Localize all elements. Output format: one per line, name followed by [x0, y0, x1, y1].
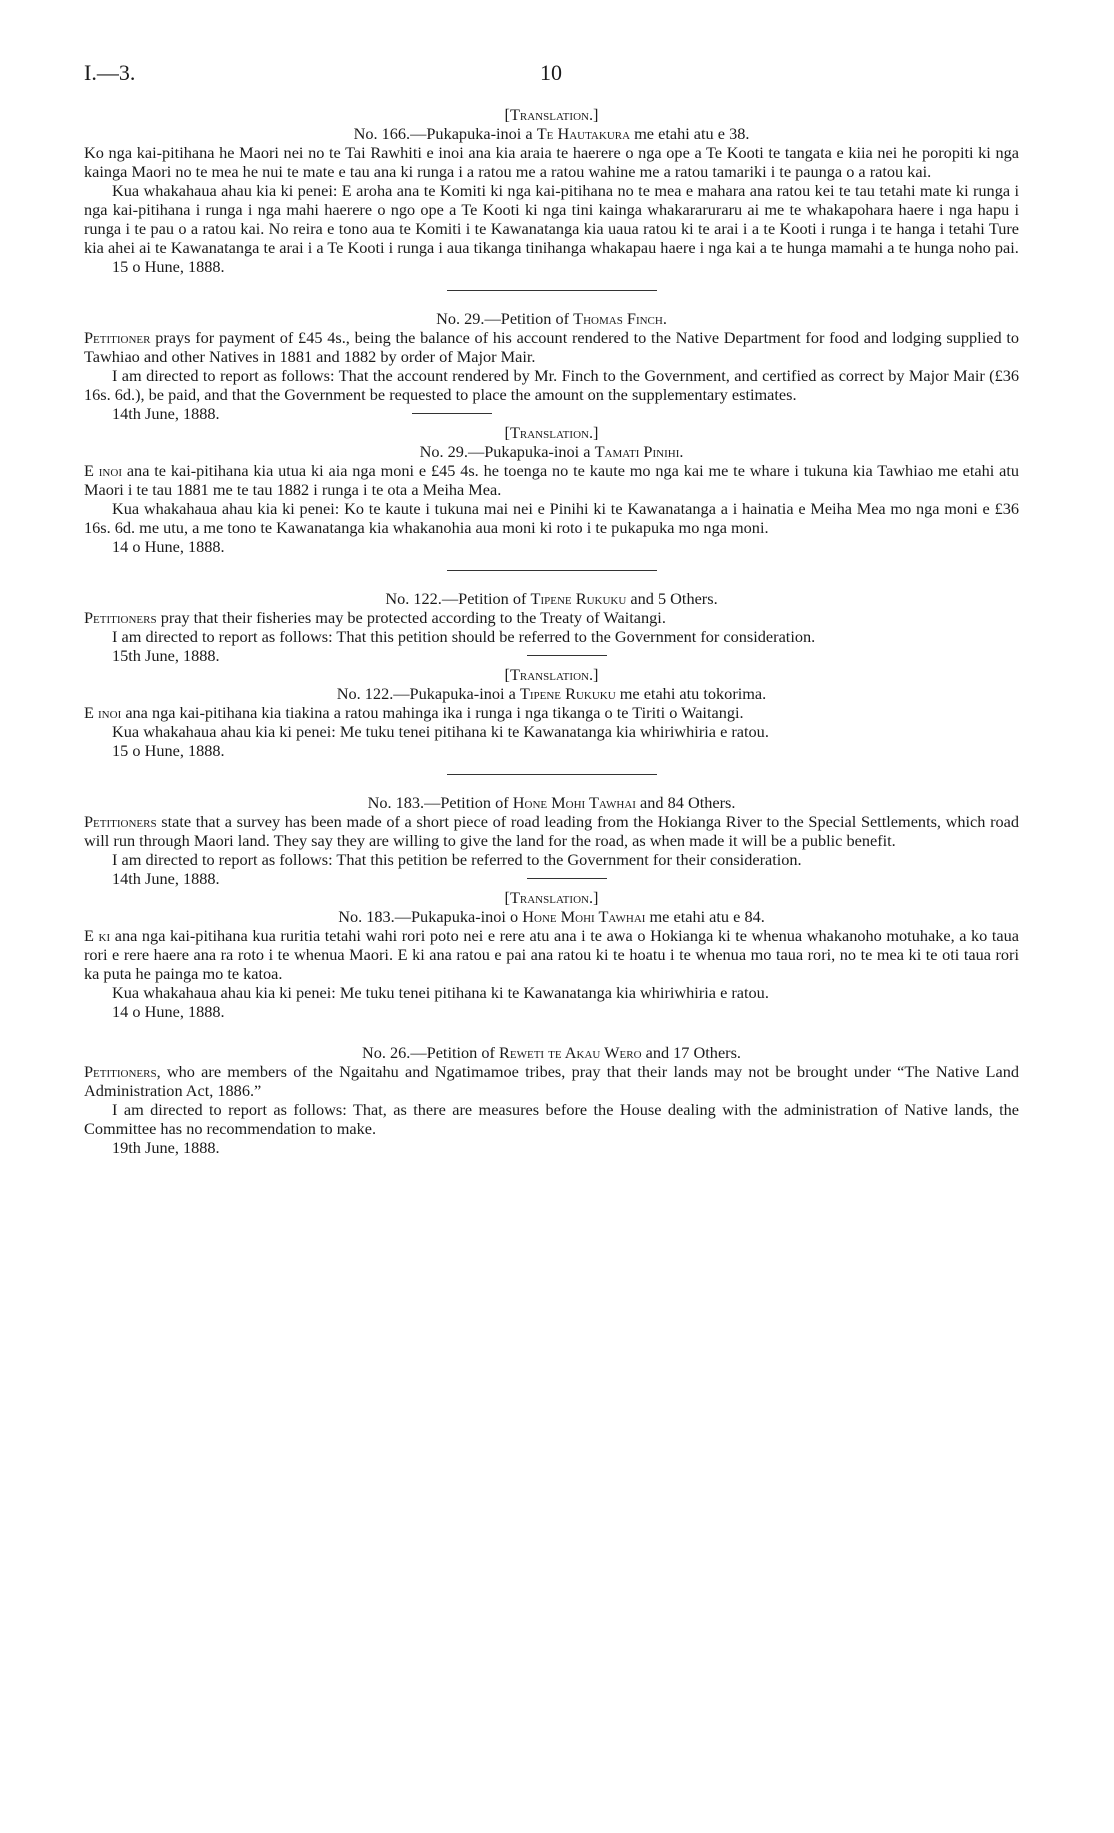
short-divider — [412, 413, 492, 414]
heading-suffix: and 5 Others. — [630, 589, 718, 608]
paragraph-text: state that a survey has been made of a short piece of road leading from the Hokianga River to the Special Settlements, which road will run through Maori land. They say they are willing to give the land for the road, as when made it will be a public benefit. — [84, 812, 1019, 850]
heading-name: Tamati Pinihi. — [594, 442, 684, 461]
translation-label: [Translation.] — [504, 105, 599, 124]
paragraph — [84, 608, 1019, 627]
section-heading — [84, 124, 1019, 143]
date: 19th June, 1888. — [112, 1138, 220, 1157]
heading-suffix: and 84 Others. — [640, 793, 736, 812]
section-petition-29 — [84, 309, 1019, 423]
date-row — [84, 869, 1019, 888]
date: 14th June, 1888. — [112, 404, 220, 423]
paragraph — [84, 328, 1019, 366]
section-divider — [447, 774, 657, 775]
date: 14 o Hune, 1888. — [112, 537, 225, 556]
paragraph-lead: Petitioner — [84, 328, 151, 347]
paragraph: Kua whakahaua ahau kia ki penei: E aroha ana te Komiti ki nga kai-pitihana no te mea e mahara ana ratou kei te tau tetahi mate ki runga i nga kai-pitihana i runga i nga mahi haerere o ngo ope a Te Kooti ki nga tini kainga whakararuraru ai me te whakapohara haere i nga hapu i runga i te pau o a ratou kai. No reira e tono aua te Komiti i te Kawanatanga kia uaua ratou ki te arai i a te Kooti i runga i te hanga i tetahi Ture kia ahei ai te Kawanatanga te arai i a Te Kooti i runga i aua tikanga tinihanga whakapau haere i nga kai a te hunga mamahi a te hunga noho pai. — [84, 181, 1019, 257]
paragraph: I am directed to report as follows: That the account rendered by Mr. Finch to the Government, and certified as correct by Major Mair (£36 16s. 6d.), be paid, and that the Government be requested to place the amount on the supplementary estimates. — [84, 366, 1019, 404]
paragraph-lead: Petitioners — [84, 608, 157, 627]
heading-name: Tipene Rukuku — [519, 684, 616, 703]
section-heading — [84, 442, 1019, 461]
paragraph: Kua whakahaua ahau kia ki penei: Ko te kaute i tukuna mai nei e Pinihi ki te Kawanatanga a i hainatia e Meiha Mea mo nga moni e £36 16s. 6d. me utu, a me tono te Kawanatanga kia whakanohia aua moni ki roto i te pukapuka mo nga moni. — [84, 499, 1019, 537]
section-heading — [84, 1043, 1019, 1062]
heading-suffix: me etahi atu tokorima. — [619, 684, 767, 703]
heading-prefix: No. 183.—Pukapuka-inoi o — [338, 907, 519, 926]
heading-name: Reweti te Akau Wero — [499, 1043, 642, 1062]
heading-name: Hone Mohi Tawhai — [522, 907, 646, 926]
paragraph-lead: E inoi — [84, 461, 122, 480]
date: 15th June, 1888. — [112, 646, 220, 665]
section-divider — [447, 290, 657, 291]
paragraph: Ko nga kai-pitihana he Maori nei no te Tai Rawhiti e inoi ana kia araia te haerere o nga ope a Te Kooti te tangata e kiia nei he poropiti ki nga kainga Maori no te mea he nui te mate e tau ana ki runga i a ratou me a ratou wahine me a ratou tamariki i te paunga o a ratou kai. — [84, 143, 1019, 181]
paragraph — [84, 703, 1019, 722]
section-translation-166 — [84, 105, 1019, 276]
section-petition-122 — [84, 589, 1019, 665]
paragraph-lead: E inoi — [84, 703, 122, 722]
section-heading — [84, 309, 1019, 328]
date-row — [84, 646, 1019, 665]
heading-name: Thomas Finch. — [573, 309, 667, 328]
section-divider — [447, 570, 657, 571]
heading-prefix: No. 29.—Pukapuka-inoi a — [419, 442, 591, 461]
paragraph: I am directed to report as follows: That this petition should be referred to the Government for consideration. — [112, 627, 816, 646]
paragraph-text: ana nga kai-pitihana kua ruritia tetahi wahi rori poto nei e rere atu ana i te awa o Hokianga ki te whenua whakanoho motuhake, a ko taua rori e rere haere ana ra roto i te whenua Maori. E ki ana ratou e pai ana ratou ki te hoatu i te whenua mo taua rori, no te mea ki te oti taua rori ka puta he painga mo te katoa. — [84, 926, 1020, 983]
section-heading — [84, 589, 1019, 608]
date: 15 o Hune, 1888. — [112, 741, 225, 760]
section-translation-183 — [84, 888, 1019, 1021]
page-content — [84, 105, 1019, 1157]
heading-prefix: No. 166.—Pukapuka-inoi a — [353, 124, 533, 143]
date: 14th June, 1888. — [112, 869, 220, 888]
translation-label: [Translation.] — [504, 665, 599, 684]
heading-prefix: No. 26.—Petition of — [361, 1043, 495, 1062]
paragraph: Kua whakahaua ahau kia ki penei: Me tuku tenei pitihana ki te Kawanatanga kia whiriwhiria e ratou. — [112, 722, 769, 741]
paragraph-text: ana te kai-pitihana kia utua ki aia nga moni e £45 4s. he toenga no te kaute mo nga kai me te whare i tukuna kia Tawhiao me etahi atu Maori i te tau 1881 me te tau 1882 i runga i te ota a Meiha Mea. — [84, 461, 1019, 499]
short-divider — [527, 655, 607, 656]
page-number: 10 — [540, 60, 562, 85]
paragraph-lead: Petitioners — [84, 812, 157, 831]
section-heading — [84, 684, 1019, 703]
heading-prefix: No. 183.—Petition of — [367, 793, 509, 812]
paragraph-text: pray that their fisheries may be protected according to the Treaty of Waitangi. — [160, 608, 666, 627]
paragraph-text: prays for payment of £45 4s., being the balance of his account rendered to the Native Department for food and lodging supplied to Tawhiao and other Natives in 1881 and 1882 by order of Major Mair. — [84, 328, 1020, 366]
date-row — [84, 404, 1019, 423]
paragraph — [84, 926, 1019, 983]
section-heading — [84, 793, 1019, 812]
short-divider — [527, 878, 607, 879]
heading-prefix: No. 122.—Petition of — [385, 589, 527, 608]
paragraph: I am directed to report as follows: That, as there are measures before the House dealing with the administration of Native lands, the Committee has no recommendation to make. — [84, 1100, 1019, 1138]
section-translation-29 — [84, 423, 1019, 556]
paragraph: Kua whakahaua ahau kia ki penei: Me tuku tenei pitihana ki te Kawanatanga kia whiriwhiria e ratou. — [112, 983, 769, 1002]
section-translation-122 — [84, 665, 1019, 760]
date: 14 o Hune, 1888. — [112, 1002, 225, 1021]
heading-name: Te Hautakura — [536, 124, 631, 143]
paragraph-text: , who are members of the Ngaitahu and Ngatimamoe tribes, pray that their lands may not be brought under “The Native Land Administration Act, 1886.” — [84, 1062, 1019, 1100]
section-petition-183 — [84, 793, 1019, 888]
paragraph-lead: Petitioners — [84, 1062, 157, 1081]
heading-suffix: me etahi atu e 84. — [649, 907, 765, 926]
paragraph — [84, 1062, 1019, 1100]
heading-prefix: No. 122.—Pukapuka-inoi a — [336, 684, 516, 703]
paragraph — [84, 812, 1019, 850]
heading-name: Hone Mohi Tawhai — [512, 793, 636, 812]
paragraph-lead: E ki — [84, 926, 111, 945]
translation-label: [Translation.] — [504, 888, 599, 907]
paragraph: I am directed to report as follows: That this petition be referred to the Government for their consideration. — [112, 850, 802, 869]
section-heading — [84, 907, 1019, 926]
heading-name: Tipene Rukuku — [530, 589, 627, 608]
heading-suffix: me etahi atu e 38. — [634, 124, 750, 143]
section-petition-26 — [84, 1043, 1019, 1157]
spacer — [84, 1021, 1019, 1027]
paragraph-text: ana nga kai-pitihana kia tiakina a ratou mahinga ika i runga i nga tikanga o te Tiriti o Waitangi. — [125, 703, 744, 722]
heading-suffix: and 17 Others. — [645, 1043, 741, 1062]
heading-prefix: No. 29.—Petition of — [436, 309, 570, 328]
document-reference: I.—3. — [84, 60, 136, 85]
date: 15 o Hune, 1888. — [112, 257, 225, 276]
paragraph — [84, 461, 1019, 499]
translation-label: [Translation.] — [504, 423, 599, 442]
